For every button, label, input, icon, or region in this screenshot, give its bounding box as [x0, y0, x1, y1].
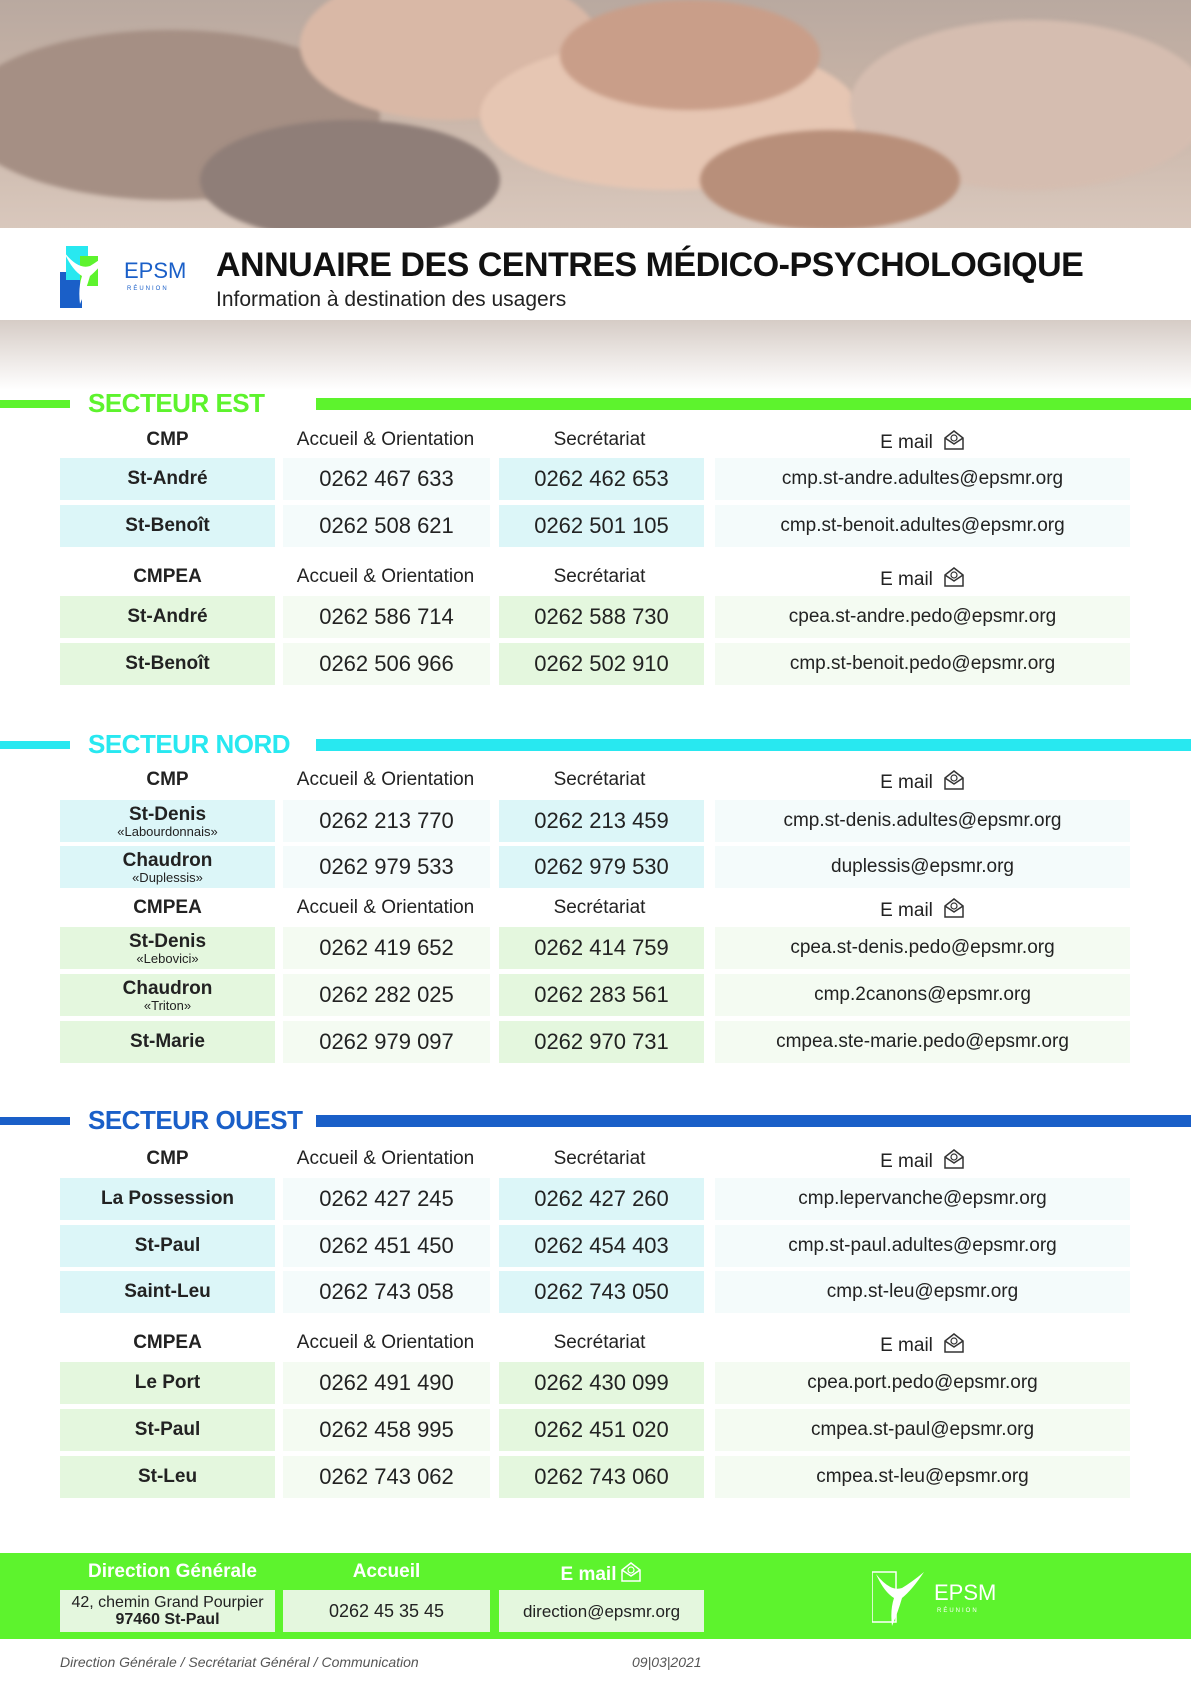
phone-accueil[interactable]: 0262 743 058	[283, 1271, 490, 1313]
table-row-subname: «Lebovici»	[136, 950, 199, 966]
hero-fade	[0, 320, 1191, 390]
col-header-email-label: E mail	[880, 900, 933, 921]
phone-secretariat[interactable]: 0262 743 060	[499, 1456, 704, 1498]
col-header-cmp: CMP	[146, 769, 189, 790]
table-row-name: St-Benoît	[60, 643, 275, 685]
table-row-name: St-Paul	[60, 1225, 275, 1267]
col-header-email	[715, 566, 1130, 591]
col-header-secretariat: Secrétariat	[553, 566, 646, 587]
phone-accueil[interactable]: 0262 451 450	[283, 1225, 490, 1267]
phone-secretariat[interactable]: 0262 588 730	[499, 596, 704, 638]
phone-secretariat[interactable]: 0262 414 759	[499, 927, 704, 969]
logo-subtext: RÉUNION	[127, 286, 169, 292]
table-row-name: St-Leu	[60, 1456, 275, 1498]
sector-bar-left	[0, 741, 70, 749]
col-header-email-label: E mail	[880, 772, 933, 793]
table-row-name: Le Port	[60, 1362, 275, 1404]
col-header-email-label: E mail	[880, 569, 933, 590]
email-link[interactable]: cmpea.st-leu@epsmr.org	[715, 1456, 1130, 1498]
col-header-cmpea: CMPEA	[133, 566, 202, 587]
phone-accueil[interactable]: 0262 586 714	[283, 596, 490, 638]
col-header-email	[715, 1332, 1130, 1357]
table-row-subname: «Triton»	[143, 997, 192, 1013]
email-link[interactable]: cmp.st-andre.adultes@epsmr.org	[715, 458, 1130, 500]
phone-secretariat[interactable]: 0262 979 530	[499, 846, 704, 888]
email-link[interactable]: cmpea.st-paul@epsmr.org	[715, 1409, 1130, 1451]
email-link[interactable]: cmp.lepervanche@epsmr.org	[715, 1178, 1130, 1220]
table-row-subname: «Labourdonnais»	[117, 823, 218, 839]
col-header-accueil: Accueil & Orientation	[296, 1332, 475, 1353]
logo-text: EPSM	[124, 258, 187, 283]
envelope-icon	[943, 1148, 965, 1170]
col-header-cmp: CMP	[146, 429, 189, 450]
footer-accueil-label: Accueil	[352, 1561, 421, 1582]
page-title: ANNUAIRE DES CENTRES MÉDICO-PSYCHOLOGIQUE	[216, 246, 1084, 284]
phone-accueil[interactable]: 0262 508 621	[283, 505, 490, 547]
envelope-icon	[943, 769, 965, 791]
phone-accueil[interactable]: 0262 282 025	[283, 974, 490, 1016]
sector-est-title	[0, 388, 1191, 420]
col-header-secretariat: Secrétariat	[553, 769, 646, 790]
phone-secretariat[interactable]: 0262 451 020	[499, 1409, 704, 1451]
table-row-name: St-Marie	[60, 1021, 275, 1063]
phone-secretariat[interactable]: 0262 283 561	[499, 974, 704, 1016]
logo-text: EPSM	[934, 1580, 997, 1605]
phone-secretariat[interactable]: 0262 502 910	[499, 643, 704, 685]
phone-accueil[interactable]: 0262 213 770	[283, 800, 490, 842]
table-row-name: Saint-Leu	[60, 1271, 275, 1313]
phone-accueil[interactable]: 0262 979 097	[283, 1021, 490, 1063]
phone-secretariat[interactable]: 0262 454 403	[499, 1225, 704, 1267]
table-row-subname: «Duplessis»	[132, 869, 203, 885]
envelope-icon	[943, 1332, 965, 1354]
col-header-cmp: CMP	[146, 1148, 189, 1169]
sector-ouest-title	[0, 1105, 1191, 1137]
col-header-secretariat: Secrétariat	[553, 897, 646, 918]
phone-secretariat[interactable]: 0262 427 260	[499, 1178, 704, 1220]
email-link[interactable]: cpea.port.pedo@epsmr.org	[715, 1362, 1130, 1404]
col-header-cmpea: CMPEA	[133, 897, 202, 918]
epsm-logo-footer	[872, 1568, 1002, 1630]
phone-secretariat[interactable]: 0262 743 050	[499, 1271, 704, 1313]
col-header-email	[715, 769, 1130, 794]
email-link[interactable]: duplessis@epsmr.org	[715, 846, 1130, 888]
page-subtitle: Information à destination des usagers	[216, 288, 567, 311]
table-row-name: St-André	[60, 458, 275, 500]
phone-secretariat[interactable]: 0262 501 105	[499, 505, 704, 547]
sector-nord-title	[0, 729, 1191, 761]
envelope-icon	[620, 1561, 642, 1583]
col-header-cmpea: CMPEA	[133, 1332, 202, 1353]
footer-direction-label: Direction Générale	[88, 1561, 257, 1582]
email-link[interactable]: cpea.st-andre.pedo@epsmr.org	[715, 596, 1130, 638]
hero-photo-hands	[0, 0, 1191, 230]
sector-bar-left	[0, 400, 70, 408]
phone-accueil[interactable]: 0262 979 533	[283, 846, 490, 888]
col-header-email-label: E mail	[880, 1151, 933, 1172]
email-link[interactable]: cmp.st-leu@epsmr.org	[715, 1271, 1130, 1313]
footer-email-header	[499, 1561, 704, 1586]
email-link[interactable]: cpea.st-denis.pedo@epsmr.org	[715, 927, 1130, 969]
col-header-accueil: Accueil & Orientation	[296, 429, 475, 450]
table-row-name: St-Paul	[60, 1409, 275, 1451]
col-header-secretariat: Secrétariat	[553, 429, 646, 450]
table-row-name: St-Benoît	[60, 505, 275, 547]
email-link[interactable]: cmp.st-benoit.pedo@epsmr.org	[715, 643, 1130, 685]
phone-accueil[interactable]: 0262 458 995	[283, 1409, 490, 1451]
sector-label: SECTEUR EST	[88, 388, 265, 418]
footer-date: 09|03|2021	[632, 1654, 702, 1670]
email-link[interactable]: cmpea.ste-marie.pedo@epsmr.org	[715, 1021, 1130, 1063]
phone-accueil[interactable]: 0262 491 490	[283, 1362, 490, 1404]
footer-address-line2: 97460 St-Paul	[115, 1611, 220, 1628]
col-header-email-label: E mail	[880, 432, 933, 453]
col-header-secretariat: Secrétariat	[553, 1148, 646, 1169]
envelope-icon	[943, 897, 965, 919]
col-header-email	[715, 429, 1130, 454]
col-header-accueil: Accueil & Orientation	[296, 1148, 475, 1169]
table-row-name: La Possession	[60, 1178, 275, 1220]
phone-accueil[interactable]: 0262 506 966	[283, 643, 490, 685]
sector-label: SECTEUR OUEST	[88, 1105, 303, 1135]
footer-email-label: E mail	[560, 1564, 617, 1585]
epsm-logo	[60, 246, 190, 308]
phone-secretariat[interactable]: 0262 213 459	[499, 800, 704, 842]
footer-phone[interactable]: 0262 45 35 45	[283, 1590, 490, 1632]
table-row-name: St-Denis «Lebovici»	[60, 927, 275, 969]
sector-bar-right	[316, 398, 1191, 410]
col-header-accueil: Accueil & Orientation	[296, 566, 475, 587]
phone-secretariat[interactable]: 0262 970 731	[499, 1021, 704, 1063]
table-row-name: St-Denis «Labourdonnais»	[60, 800, 275, 842]
sector-label: SECTEUR NORD	[88, 729, 291, 759]
col-header-email-label: E mail	[880, 1335, 933, 1356]
email-link[interactable]: cmp.st-benoit.adultes@epsmr.org	[715, 505, 1130, 547]
email-link[interactable]: cmp.st-denis.adultes@epsmr.org	[715, 800, 1130, 842]
footer-credit: Direction Générale / Secrétariat Général / Communication	[60, 1654, 419, 1670]
logo-subtext: RÉUNION	[937, 1608, 979, 1614]
table-row-name: St-André	[60, 596, 275, 638]
footer-address-line1: 42, chemin Grand Pourpier	[71, 1594, 264, 1611]
col-header-email	[715, 1148, 1130, 1173]
sector-bar-left	[0, 1117, 70, 1125]
phone-accueil[interactable]: 0262 427 245	[283, 1178, 490, 1220]
phone-accueil[interactable]: 0262 743 062	[283, 1456, 490, 1498]
envelope-icon	[943, 566, 965, 588]
email-link[interactable]: cmp.2canons@epsmr.org	[715, 974, 1130, 1016]
email-link[interactable]: cmp.st-paul.adultes@epsmr.org	[715, 1225, 1130, 1267]
table-row-name: Chaudron «Triton»	[60, 974, 275, 1016]
phone-secretariat[interactable]: 0262 430 099	[499, 1362, 704, 1404]
table-row-name: Chaudron «Duplessis»	[60, 846, 275, 888]
col-header-accueil: Accueil & Orientation	[296, 897, 475, 918]
col-header-secretariat: Secrétariat	[553, 1332, 646, 1353]
phone-accueil[interactable]: 0262 467 633	[283, 458, 490, 500]
sector-bar-right	[316, 739, 1191, 751]
envelope-icon	[943, 429, 965, 451]
phone-secretariat[interactable]: 0262 462 653	[499, 458, 704, 500]
col-header-email	[715, 897, 1130, 922]
footer-email-link[interactable]: direction@epsmr.org	[499, 1590, 704, 1632]
phone-accueil[interactable]: 0262 419 652	[283, 927, 490, 969]
footer-address	[60, 1590, 275, 1632]
col-header-accueil: Accueil & Orientation	[296, 769, 475, 790]
sector-bar-right	[316, 1115, 1191, 1127]
